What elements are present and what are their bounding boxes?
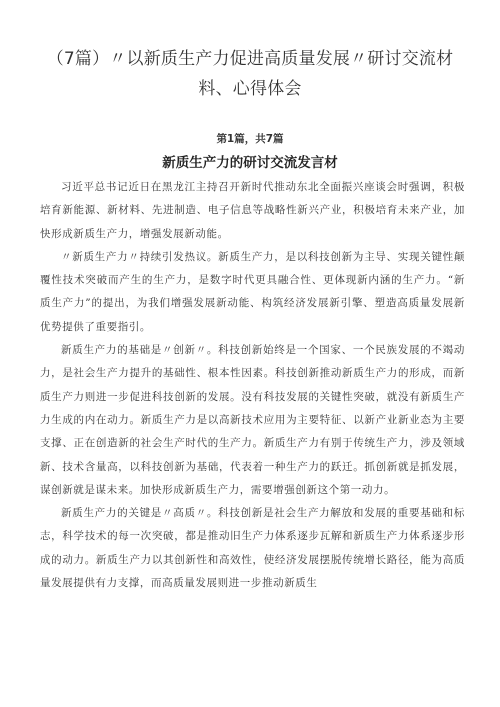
- section-counter: 第1篇，共7篇: [216, 133, 284, 145]
- document-title: （7篇）〃以新质生产力促进高质量发展〃研讨交流材料、心得体会: [46, 49, 454, 99]
- body-paragraph: 习近平总书记近日在黑龙江主持召开新时代推动东北全面振兴座谈会时强调，积极培育新能源、新材料、先进制造、电子信息等战略性新兴产业，积极培育未来产业，加快形成新质生产力，增强发展新动能。: [40, 181, 465, 240]
- body-paragraph: 〃新质生产力〃持续引发热议。新质生产力，是以科技创新为主导、实现关键性颠覆性技术突破而产生的生产力，是数字时代更具融合性、更体现新内涵的生产力。“新质生产力”的提出，为我们增强发展新动能、构筑经济发展新引擎、塑造高质量发展新优势提供了重要指引。: [40, 250, 465, 333]
- body-paragraph: 新质生产力的关键是〃高质〃。科技创新是社会生产力解放和发展的重要基础和标志，科学技术的每一次突破，都是推动旧生产力体系逐步瓦解和新质生产力体系逐步形成的动力。新质生产力以其创新性和高效性，使经济发展摆脱传统增长路径，能为高质量发展提供有力支撑，而高质量发展则进一步推动新质生: [40, 507, 465, 590]
- body-paragraph: 新质生产力的基础是〃创新〃。科技创新始终是一个国家、一个民族发展的不竭动力，是社会生产力提升的基础性、根本性因素。科技创新推动新质生产力的形成，而新质生产力则进一步促进科技创新的发展。没有科技发展的关键性突破，就没有新质生产力生成的内在动力。新质生产力是以高新技术应用为主要特征、以新产业新业态为主要支撑、正在创造新的社会生产时代的生产力。新质生产力有别于传统生产力，涉及领域新、技术含量高，以科技创新为基础，代表着一种生产力的跃迁。抓创新就是抓发展，谋创新就是谋未来。加快形成新质生产力，需要增强创新这个第一动力。: [40, 344, 465, 496]
- document-body: [40, 176, 465, 696]
- section-heading: 新质生产力的研讨交流发言材: [162, 155, 338, 171]
